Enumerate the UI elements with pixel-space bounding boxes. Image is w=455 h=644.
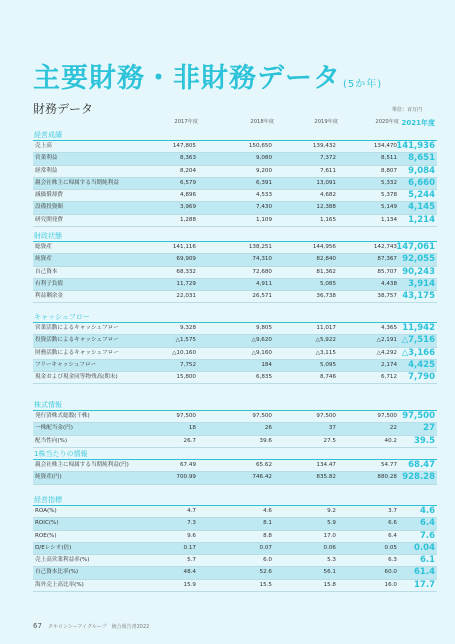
cell-value: 4,896 (179, 192, 196, 199)
table-row (33, 411, 437, 423)
cell-value-current: 4,425 (408, 359, 435, 370)
cell-value-current: 43,175 (402, 291, 435, 302)
row-label: ROIC(%) (35, 520, 59, 527)
table-section (33, 449, 437, 485)
cell-value: 139,432 (312, 143, 336, 149)
cell-value: 37 (328, 425, 336, 432)
cell-value: 67.49 (179, 462, 196, 468)
cell-value: 36,738 (316, 293, 336, 300)
table-row (33, 372, 437, 384)
row-label: 自己資本比率(%) (35, 569, 79, 576)
section-title: 経営指標 (33, 495, 437, 506)
cell-value: 4.6 (263, 508, 272, 514)
cell-value: 5,149 (380, 204, 397, 211)
table-row (33, 215, 437, 227)
cell-value: 97,500 (252, 413, 272, 419)
cell-value: 15.5 (259, 581, 272, 588)
cell-value: 134.47 (316, 462, 336, 468)
row-label: 経常利益 (35, 167, 58, 174)
table-row (33, 291, 437, 303)
table-row (33, 178, 437, 190)
footer (33, 622, 149, 630)
page-title-suffix: (5か年) (343, 79, 383, 90)
cell-value: 5,085 (319, 280, 336, 287)
cell-value: 0.05 (384, 544, 397, 551)
cell-value: 17.0 (323, 532, 336, 539)
cell-value: 0.17 (183, 544, 196, 551)
section-heading: 財務データ (33, 102, 94, 116)
table-row (33, 279, 437, 291)
cell-value: 56.1 (323, 569, 336, 576)
section-title: 1株当たりの情報 (33, 449, 437, 460)
cell-value: 97,500 (377, 413, 397, 419)
cell-value: 82,840 (316, 256, 336, 263)
cell-value: 16.0 (384, 581, 397, 588)
table-row (33, 567, 437, 579)
cell-value: 1,109 (255, 216, 272, 223)
row-label: フリーキャッシュフロー (35, 361, 97, 368)
cell-value-current: 6.4 (419, 518, 435, 529)
cell-value-current: 6.1 (419, 555, 435, 566)
cell-value: 6,391 (255, 179, 272, 186)
cell-value: 4,533 (255, 192, 272, 199)
cell-value-current: 0.04 (414, 542, 435, 553)
row-label: 売上高営業利益率(%) (35, 557, 90, 564)
cell-value-current: 147,061 (396, 242, 435, 252)
cell-value: △9,620 (251, 337, 272, 344)
cell-value: 6.6 (388, 520, 397, 527)
cell-value: 700.99 (176, 474, 196, 481)
table-row (33, 335, 437, 347)
cell-value: 6,712 (380, 374, 397, 381)
cell-value: 1,165 (319, 216, 336, 223)
cell-value-current: 92,055 (402, 254, 435, 265)
cell-value: △10,160 (172, 349, 196, 356)
cell-value-current: △3,166 (401, 347, 435, 358)
table-row (33, 323, 437, 335)
cell-value: 7,752 (179, 361, 196, 368)
cell-value: 22 (389, 425, 397, 432)
cell-value: 1,134 (380, 216, 397, 223)
cell-value: 8,204 (179, 167, 196, 174)
cell-value: 5.9 (327, 520, 336, 527)
cell-value: 6.0 (263, 557, 272, 564)
cell-value: 60.0 (384, 569, 397, 576)
table-row (33, 190, 437, 202)
page-title (33, 56, 382, 95)
table-row (33, 141, 437, 153)
row-label: 親会社株主に帰属する当期純利益(円) (35, 462, 129, 468)
table-row (33, 580, 437, 592)
row-label: D/Eレシオ(倍) (35, 544, 72, 551)
table-row (33, 531, 437, 543)
cell-value: 7,430 (255, 204, 272, 211)
cell-value: 147,805 (172, 143, 196, 149)
cell-value: 7,611 (319, 167, 336, 174)
cell-value: 22,031 (176, 293, 196, 300)
row-label: ROE(%) (35, 532, 57, 539)
page-number: 67 (33, 622, 42, 630)
cell-value: 144,956 (312, 244, 336, 250)
table-row (33, 460, 437, 472)
year-header-2019: 2019年度 (314, 119, 338, 125)
cell-value: 4,682 (319, 192, 336, 199)
cell-value: 3,969 (179, 204, 196, 211)
cell-value: 1,288 (179, 216, 196, 223)
cell-value-current: 90,243 (402, 266, 435, 277)
page-title-text: 主要財務・非財務データ (33, 63, 341, 94)
cell-value: 26 (264, 425, 272, 432)
cell-value: 6,579 (179, 179, 196, 186)
row-label: 自己資本 (35, 268, 58, 275)
cell-value: 3.7 (388, 508, 397, 514)
cell-value: 81,362 (316, 268, 336, 275)
table-section (33, 495, 437, 592)
section-title: 株式情報 (33, 400, 437, 411)
table-row (33, 267, 437, 279)
cell-value: 15.9 (183, 581, 196, 588)
table-section (33, 312, 437, 384)
cell-value: 65.62 (255, 462, 272, 468)
table-row (33, 360, 437, 372)
cell-value: 85,707 (377, 268, 397, 275)
row-label: 配当性向(%) (35, 437, 68, 444)
cell-value: 5.3 (327, 557, 336, 564)
cell-value: 15,800 (176, 374, 196, 381)
cell-value: 7,372 (319, 155, 336, 162)
cell-value: 38,757 (377, 293, 397, 300)
cell-value: 141,116 (172, 244, 196, 250)
cell-value: 11,729 (176, 280, 196, 287)
cell-value: 7.3 (187, 520, 196, 527)
cell-value: 12,388 (316, 204, 336, 211)
cell-value: 184 (261, 361, 272, 368)
row-label: 利益剰余金 (35, 293, 63, 300)
unit-note: 単位：百万円 (391, 107, 422, 113)
cell-value: 5,332 (380, 179, 397, 186)
table-row (33, 166, 437, 178)
cell-value: 2,174 (380, 361, 397, 368)
cell-value: 87,367 (377, 256, 397, 263)
cell-value: 134,470 (373, 143, 397, 149)
cell-value-current: 4.6 (419, 506, 435, 516)
cell-value: △9,160 (251, 349, 272, 356)
cell-value: 150,650 (248, 143, 272, 149)
cell-value: △4,292 (376, 349, 397, 356)
cell-value: 15.8 (323, 581, 336, 588)
table-row (33, 506, 437, 518)
cell-value-current: 3,914 (408, 278, 435, 289)
cell-value: 9,328 (179, 325, 196, 331)
cell-value: 97,500 (316, 413, 336, 419)
cell-value: 27.5 (323, 437, 336, 444)
row-label: 純資産 (35, 256, 52, 263)
cell-value-current: 7.6 (419, 530, 435, 541)
cell-value-current: 7,790 (408, 372, 435, 383)
cell-value-current: 68.47 (408, 460, 435, 470)
cell-value: △3,115 (315, 349, 336, 356)
row-label: 研究開発費 (35, 216, 63, 223)
table-row (33, 254, 437, 266)
cell-value-current: 4,145 (408, 202, 435, 213)
cell-value-current: 39.5 (414, 435, 435, 446)
cell-value: 13,091 (316, 179, 336, 186)
row-label: 財務活動によるキャッシュフロー (35, 349, 119, 356)
year-header-2020: 2020年度 (375, 119, 399, 125)
cell-value-current: 6,660 (408, 177, 435, 188)
cell-value-current: 27 (423, 423, 435, 434)
row-label: 現金および現金同等物残高(期末) (35, 374, 118, 381)
cell-value: 0.07 (259, 544, 272, 551)
row-label: 営業活動によるキャッシュフロー (35, 325, 119, 331)
cell-value: 6.3 (388, 557, 397, 564)
cell-value: 54.77 (380, 462, 397, 468)
table-row (33, 555, 437, 567)
cell-value-current: 1,214 (408, 214, 435, 225)
cell-value: 40.2 (384, 437, 397, 444)
cell-value: 4,365 (380, 325, 397, 331)
section-title: 財政状態 (33, 231, 437, 242)
table-row (33, 543, 437, 555)
cell-value: 142,743 (373, 244, 397, 250)
section-title: 経営成績 (33, 130, 437, 141)
cell-value: 39.6 (259, 437, 272, 444)
cell-value: 18 (188, 425, 196, 432)
footer-text: タキロンシーアイグループ 統合報告書2022 (47, 624, 150, 630)
cell-value: 52.6 (259, 569, 272, 576)
cell-value: 4.7 (187, 508, 196, 514)
row-label: 発行済株式総数(千株) (35, 413, 90, 419)
cell-value: 5,095 (319, 361, 336, 368)
table-row (33, 242, 437, 254)
cell-value: 9,200 (255, 167, 272, 174)
year-header-2021: 2021年度 (401, 119, 435, 127)
cell-value: 26.7 (183, 437, 196, 444)
cell-value: 11,017 (316, 325, 336, 331)
cell-value-current: △7,516 (401, 335, 435, 346)
row-label: 総資産 (35, 244, 52, 250)
cell-value: △1,575 (175, 337, 196, 344)
table-row (33, 348, 437, 360)
table-row (33, 518, 437, 530)
cell-value: 8,363 (179, 155, 196, 162)
cell-value: 9,080 (255, 155, 272, 162)
table-row (33, 472, 437, 484)
cell-value: 8,807 (380, 167, 397, 174)
cell-value: 6.4 (388, 532, 397, 539)
cell-value: 4,911 (255, 280, 272, 287)
table-section (33, 130, 437, 227)
cell-value: △5,922 (315, 337, 336, 344)
cell-value-current: 11,942 (402, 323, 435, 333)
cell-value: 97,500 (176, 413, 196, 419)
cell-value: 8,746 (319, 374, 336, 381)
row-label: 親会社株主に帰属する当期純利益 (35, 179, 119, 186)
cell-value-current: 5,244 (408, 190, 435, 201)
cell-value: 880.28 (377, 474, 397, 481)
cell-value: 9,805 (255, 325, 272, 331)
cell-value: 746.42 (252, 474, 272, 481)
row-label: ROA(%) (35, 508, 57, 514)
cell-value: 8,511 (380, 155, 397, 162)
table-section (33, 400, 437, 448)
cell-value-current: 9,084 (408, 165, 435, 176)
cell-value: 74,310 (252, 256, 272, 263)
year-header-2018: 2018年度 (250, 119, 274, 125)
row-label: 投資活動によるキャッシュフロー (35, 337, 119, 344)
cell-value: 8.8 (263, 532, 272, 539)
cell-value: 26,571 (252, 293, 272, 300)
table-row (33, 202, 437, 214)
row-label: 営業利益 (35, 155, 58, 162)
cell-value-current: 61.4 (414, 567, 435, 578)
row-label: 一株配当金(円) (35, 425, 73, 432)
row-label: 減価償却費 (35, 192, 63, 199)
cell-value-current: 17.7 (414, 579, 435, 590)
cell-value: 9.2 (327, 508, 336, 514)
table-row (33, 423, 437, 435)
cell-value: 8.1 (263, 520, 272, 527)
year-header-2017: 2017年度 (174, 119, 198, 125)
cell-value: 48.4 (183, 569, 196, 576)
cell-value: 9.6 (187, 532, 196, 539)
cell-value: 6,835 (255, 374, 272, 381)
row-label: 純資産(円) (35, 474, 62, 481)
row-label: 有利子負債 (35, 280, 63, 287)
cell-value: 138,251 (248, 244, 272, 250)
table-section (33, 231, 437, 303)
row-label: 海外売上高比率(%) (35, 581, 84, 588)
table-row (33, 153, 437, 165)
cell-value-current: 97,500 (402, 411, 435, 421)
cell-value: 72,680 (252, 268, 272, 275)
cell-value-current: 928.28 (402, 472, 435, 483)
cell-value: 4,438 (380, 280, 397, 287)
cell-value-current: 141,936 (396, 141, 435, 151)
row-label: 設備投資額 (35, 204, 63, 211)
cell-value: △2,191 (376, 337, 397, 344)
cell-value: 0.06 (323, 544, 336, 551)
cell-value: 69,909 (176, 256, 196, 263)
cell-value: 5,378 (380, 192, 397, 199)
row-label: 売上高 (35, 143, 52, 149)
cell-value: 5.7 (187, 557, 196, 564)
section-title: キャッシュフロー (33, 312, 437, 323)
table-row (33, 436, 437, 448)
cell-value: 835.82 (316, 474, 336, 481)
cell-value-current: 8,651 (408, 153, 435, 164)
cell-value: 68,332 (176, 268, 196, 275)
